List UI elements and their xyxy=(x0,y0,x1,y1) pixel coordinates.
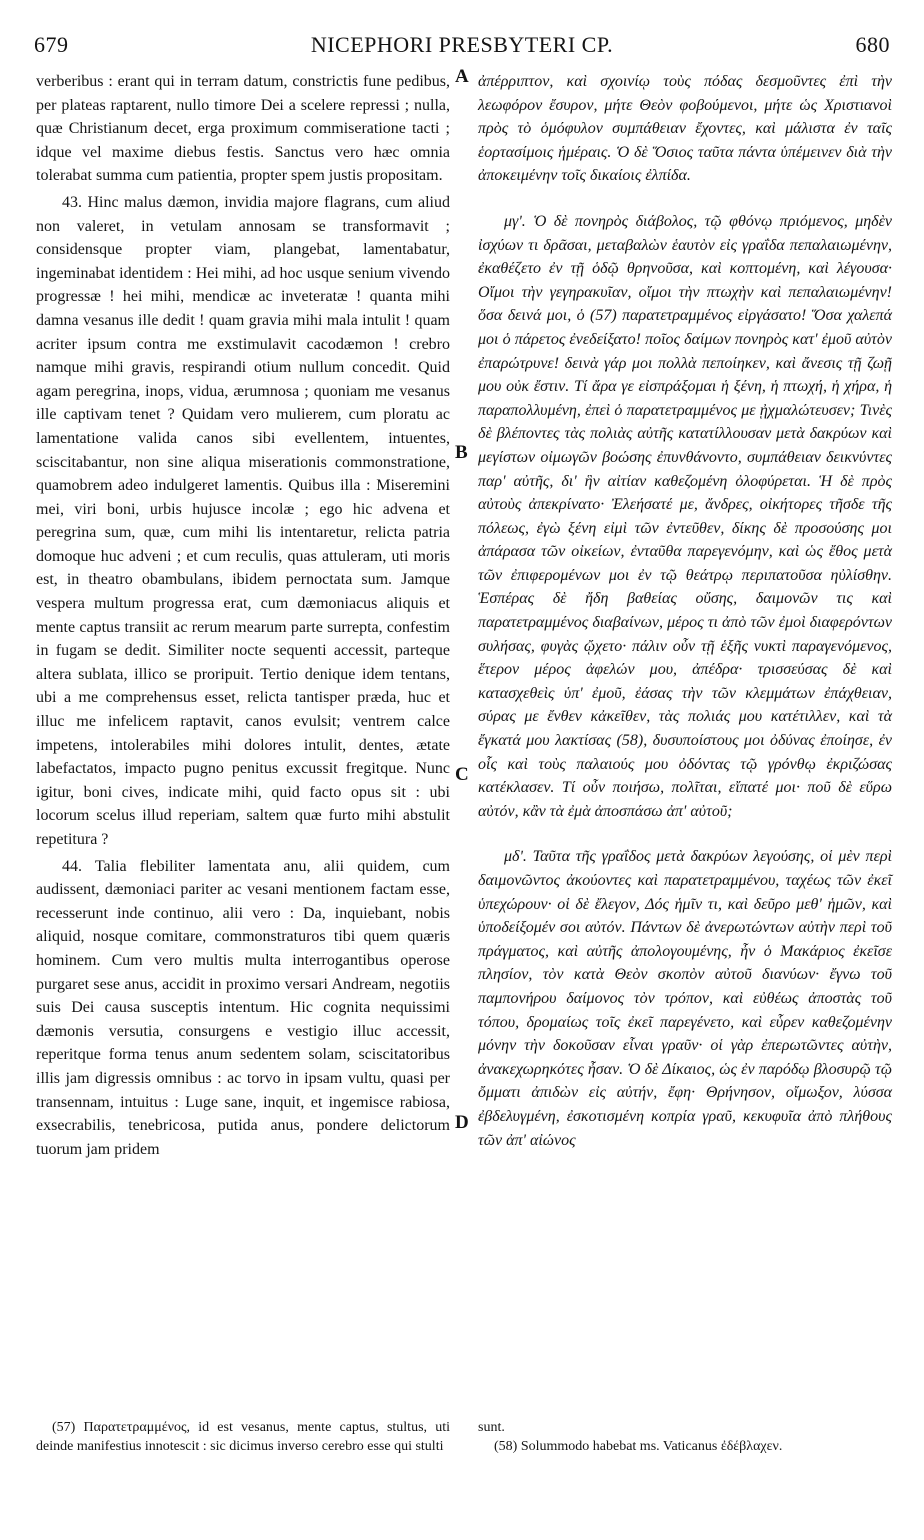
latin-paragraph-43: 43. Hinc malus dæmon, invidia majore flagrans, cum aliud non valeret, in vetulam annosam se transformavit ; considensque propter viam, plangebat, lamentabatur, ingeminabat identidem : Hei mihi, ad hoc usque senium vivendo progressæ ! hei mihi, mendicæ ac inveteratæ ! quanta mihi damna vesanus ille dedit ! quam gravia mihi mala intulit ! quam acriter ipsum contra me exstimulavit cacodæmon ! crebro namque mihi gravis, respirandi otium nullum concedit. Quid agam peregrina, inops, vidua, ærumnosa ; quoniam me vesanus ille captivam tenet ? Quidam vero mulierem, cum ploratu ac lamentatione valida canos sibi evellentem, intuentes, sciscitabantur, non sine aliqua miserationis commonstratione, quamobrem adeo indulgeret lamentis. Quibus illa : Miseremini mei, viri boni, urbis hujusce incolæ ; ego hic advena et peregrina sum, quæ, cum mihi lis intentaretur, relicta patria domoque huc adveni ; et cum reculis, quas attuleram, uti moris est, in theatro obambulans, ibidem pernoctata sum. Jamque vespera multum progressa erat, cum dæmoniacus aliquis et mente captus transiit ac rerum mearum parte surrepta, confestim in fugam se dedit. Similiter nocte sequenti accessit, parteque altera sublata, illico se proripuit. Tertio denique idem tentans, ubi a me comprehensus esset, relicta tantisper præda, huc et illuc me infelicem raptavit, canos evulsit; ventrem calce impetens, intolerabiles mihi dolores intulit, dentes, ætate labefactatos, impacto pugno penitus excussit fregitque. Nunc igitur, boni cives, indicate mihi, quid facto opus sit : ubi locorum scelus illud reperiam, saltem quæ furto mihi abstulit repetitura ? xyxy=(36,193,450,848)
column-marker-b: B xyxy=(455,442,468,463)
footnotes-left xyxy=(36,1418,450,1456)
greek-paragraph-42-end: ἀπέρριπτον, καὶ σχοινίῳ τοὺς πόδας δεσμοῦντες ἐπὶ τὴν λεωφόρον ἔσυρον, μήτε Θεὸν φοβούμενοι, μήτε ὡς Χριστιανοὶ πρὸς τὸ ὁμόφυλον συμπάθειαν ἔχοντες, καὶ μάλιστα ἐν ταῖς ἑορτασίμοις ἡμέραις. Ὁ δὲ Ὅσιος ταῦτα πάντα ὑπέμεινεν διὰ τὴν ἀποκειμένην τοῖς δικαίοις ἐλπίδα. xyxy=(478,73,892,185)
page-number-left: 679 xyxy=(34,32,69,57)
greek-paragraph-43: μγʹ. Ὁ δὲ πονηρὸς διάβολος, τῷ φθόνῳ πριόμενος, μηδὲν ἰσχύων τι δρᾶσαι, μεταβαλὼν ἑαυτὸν εἰς γραΐδα πεπαλαιωμένην, ἐκαθέζετο ἐν τῇ ὁδῷ θρηνοῦσα, καὶ κοπτομένη, καὶ λέγουσα· Οἴμοι τὴν γεγηρακυῖαν, οἴμοι τὴν πτωχὴν καὶ πεπαλαιωμένην! ὅσα δεινά μοι, ὁ (57) παρατετραμμένος εἰργάσατο! Ὅσα χαλεπά μοι ὁ πάρετος ἐνεδείξατο! ποῖος δαίμων πονηρὸς κατ' ἐμοῦ αὐτὸν ἐπαρώτρυνε! δεινὰ γάρ μοι πολλὰ πεποίηκεν, καὶ ἄνεσις τῇ ζωῇ μου οὐκ ἔστιν. Τί ἄρα γε εἰσπράξομαι ἡ ξένη, ἡ πτωχή, ἡ χήρα, ἡ παραπολλυμένη, ἐπεὶ ὁ παρατετραμμένος με ᾐχμαλώτευσεν; Τινὲς δὲ βλέποντες τὰς πολιὰς αὐτῆς κατατίλλουσαν μετὰ δακρύων καὶ μεγίστων οἰμωγῶν βοώσης ἐπυνθάνοντο, συμπάθειαν δεικνύντες παρ' αὐτῆς, δι' ἣν αἰτίαν καθεζομένη ὀλοφύρεται. Ἡ δὲ πρὸς αὐτοὺς ἀπεκρίνατο· Ἐλεήσατέ με, ἄνδρες, οἰκήτορες τῆσδε τῆς πόλεως, ἐγὼ ξένη εἰμὶ τῶν ἐντεῦθεν, δίκης δὲ προσούσης μοι ἀπάρασα τῶν οἰκείων, ἐνταῦθα παρεγενόμην, καὶ ὡς ἔθος μετὰ τῶν ἐπιφερομένων μοι ἐν τῷ θεάτρῳ περιπατοῦσα ηὐλίσθην. Ἑσπέρας δὲ ἤδη βαθείας οὔσης, δαιμονῶν τις καὶ παρατετραμμένος διαβαίνων, μέρος τι ἀπὸ τῶν ἐμοὶ διαφερόντων συλήσας, φυγὰς ᾤχετο· πάλιν οὖν τῇ ἑξῆς νυκτὶ παραγενόμενος, ἕτερον μέρος ἀφελών μου, ἀπέδρα· τρισσεύσας δὲ καὶ κατασχεθεὶς ὑπ' ἐμοῦ, ἐάσας τὴν τῶν κλεμμάτων ἐπάχθειαν, σύρας με ἔνθεν κἀκεῖθεν, τὰς πολιάς μου κατέτιλλεν, καὶ τὰ ἔγκατά μου λακτίσας (58), δυσυποίστους μοι ὀδύνας ἐποίησε, ἐν οἷς καὶ τοὺς παλαιούς μου ὀδόντας τῷ γρόνθῳ ἐκριζώσας κατέκλασεν. Τί οὖν ποιήσω, πολῖται, εἴπατέ μοι· ποῦ δὲ εὕρω αὐτόν, κἂν τὰ ἐμὰ ἀποσπάσω ἀπ' αὐτοῦ; xyxy=(478,212,892,820)
footnotes-right xyxy=(478,1418,892,1456)
running-header xyxy=(34,32,890,66)
latin-paragraph-44: 44. Talia flebiliter lamentata anu, alii quidem, cum audissent, dæmoniaci pariter ac vesani mentionem factam esse, recesserunt inde continuo, alii vero : Da, inquiebant, nobis aliquid, nosque comitare, commonstraturos tibi quem quæris hominem. Cum vero multis multa interrogantibus operose purgaret sese anus, accidit in proximo versari Andream, negotiis suis Dei causa susceptis intentum. Hic cognita nequissimi dæmonis versutia, consurgens e vestigio illuc accessit, reperitque forma tenus anum sedentem solam, sciscitatoribus illis jam digressis omnibus : ac torvo in ipsam vultu, quasi per transennam, intuitus : Luge sane, inquit, et ingemisce rabiosa, exsecrabilis, tenebricosa, putida anus, pondere delictorum tuorum jam pridem xyxy=(36,857,450,1158)
column-marker-a: A xyxy=(455,66,469,87)
latin-paragraph-42-end: verberibus : erant qui in terram datum, constrictis fune pedibus, per plateas raptarent, nullo timore Dei a scelere repressi ; nulla, quæ Christianum decet, erga proximum commiseratione tacti ; idque vel maxime diebus festis. Sanctus vero hæc omnia tolerabat summa cum patientia, propter spem justis propositam. xyxy=(36,73,450,185)
footnote-57: (57) Παρατετραμμένος, id est vesanus, mente captus, stultus, uti deinde manifestius innotescit : sic dicimus inverso cerebro esse qui stulti xyxy=(36,1420,450,1454)
footnote-57-continuation: sunt. xyxy=(478,1420,505,1435)
greek-paragraph-44: μδʹ. Ταῦτα τῆς γραΐδος μετὰ δακρύων λεγούσης, οἱ μὲν περὶ δαιμονῶντος ἀκούοντες καὶ παρατετραμμένου, ταχέως τῶν ἐκεῖ ὑπεχώρουν· οἱ δὲ ἔλεγον, Δός ἡμῖν τι, καὶ δεῦρο μεθ' ἡμῶν, καὶ ὑποδείξομέν σοι αὐτόν. Πάντων δὲ ἀνερωτώντων αὐτὴν περὶ τοῦ πράγματος, καὶ αὐτῆς ἀπολογουμένης, ἦν ὁ Μακάριος ἐκεῖσε πλησίον, τὸν κατὰ Θεὸν σκοπὸν αὐτοῦ διανύων· ἔγνω τοῦ παμπονήρου δαίμονος τὸν τρόπον, καὶ εὐθέως ἀποστὰς τοῦ τόπου, δρομαίως τοῖς ἐκεῖ παρεγένετο, καὶ εὗρεν καθεζομένην μόνην τὴν δοκοῦσαν εἶναι γραῦν· οἱ γὰρ ἐπερωτῶντες αὐτὴν, ἀνακεχωρηκότες ἦσαν. Ὁ δὲ Δίκαιος, ὡς ἐν παρόδῳ βλοσυρῷ τῷ ὄμματι ἀπιδὼν εἰς αὐτήν, ἔφη· Θρήνησον, οἴμωξον, λύσσα ἐβδελυγμένη, ἐσκοτισμένη κοπρία γραῦ, κεκυφυῖα ἀπὸ πλήθους τῶν ἀπ' αἰώνος xyxy=(478,848,892,1149)
column-marker-d: D xyxy=(455,1112,469,1133)
running-title: NICEPHORI PRESBYTERI CP. xyxy=(310,32,614,57)
page-number-right: 680 xyxy=(855,32,890,57)
footnote-58: (58) Solummodo habebat ms. Vaticanus ἐδέβλαχεν. xyxy=(494,1439,783,1454)
latin-column xyxy=(36,70,450,1161)
column-marker-c: C xyxy=(455,764,469,785)
greek-column xyxy=(478,70,892,1152)
